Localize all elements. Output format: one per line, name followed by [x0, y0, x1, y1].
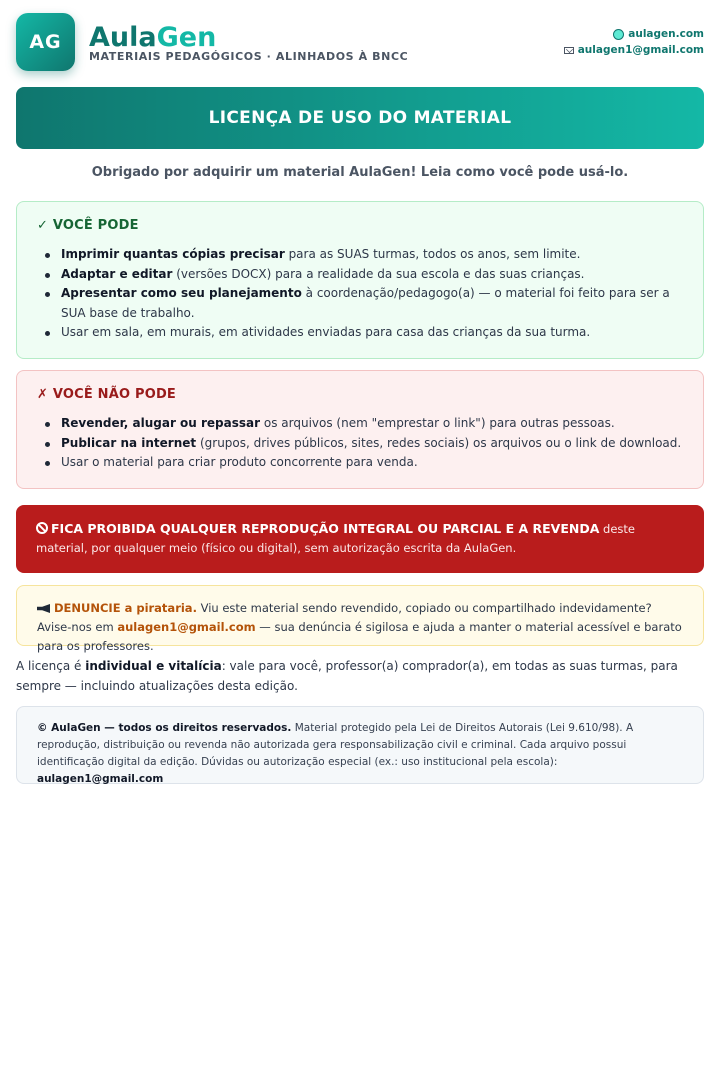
item-bold: Publicar na internet [61, 435, 197, 450]
list-item [37, 284, 683, 323]
item-bold: Adaptar e editar [61, 266, 173, 281]
item-bold: Apresentar como seu planejamento [61, 286, 302, 300]
item-bold: Revender, alugar ou repassar [61, 416, 261, 430]
website-link[interactable]: aulagen.com [628, 28, 704, 40]
item-text: à coordenação/pedagogo(a) — o material foi feito para ser a SUA base de trabalho. [61, 286, 670, 320]
contact-info [564, 26, 704, 58]
intro-text: Obrigado por adquirir um material AulaGen! Leia como você pode usá-lo. [91, 165, 629, 180]
cant-section [16, 370, 704, 489]
report-email-link[interactable]: aulagen1@gmail.com [117, 620, 256, 634]
email-link[interactable]: aulagen1@gmail.com [577, 44, 704, 56]
list-item [37, 265, 683, 285]
license-text-1: A licença é [16, 659, 86, 673]
prohibition-notice [16, 505, 704, 573]
prohibition-bold: FICA PROIBIDA QUALQUER REPRODUÇÃO INTEGRAL OU PARCIAL E A REVENDA [51, 521, 600, 536]
brand-part-gen: Gen [156, 22, 217, 53]
copyright-footer [16, 706, 704, 784]
cant-list [37, 414, 683, 473]
mail-icon [564, 47, 574, 54]
can-section [16, 201, 704, 359]
list-item [37, 453, 683, 473]
email-row [564, 42, 704, 58]
can-title: ✓ VOCÊ PODE [37, 218, 139, 233]
prohibition-text: deste material, por qualquer meio (físico ou digital), sem autorização escrita da AulaGen. [36, 522, 636, 555]
globe-icon [613, 29, 624, 40]
footer-email-link[interactable]: aulagen1@gmail.com [37, 773, 164, 785]
item-text: (grupos, drives públicos, sites, redes sociais) os arquivos ou o link de download. [196, 435, 682, 450]
tagline: MATERIAIS PEDAGÓGICOS · ALINHADOS À BNCC [89, 50, 409, 63]
license-text-2: : vale para você, professor(a) comprador(a), em todas as suas turmas, para sempre — incluindo atualizações desta edição. [16, 659, 678, 693]
license-bold: individual e vitalícia [85, 659, 222, 673]
can-list [37, 245, 683, 343]
cant-title: ✗ VOCÊ NÃO PODE [37, 387, 177, 402]
list-item [37, 434, 683, 454]
brand-part-aula: Aula [89, 22, 157, 53]
list-item [37, 414, 683, 434]
list-item [37, 323, 683, 343]
report-text-1: Viu este material sendo revendido, copiado ou compartilhado indevidamente? Avise-nos em [37, 601, 652, 634]
header [16, 13, 704, 73]
copyright-text: Material protegido pela Lei de Direitos Autorais (Lei 9.610/98). A reprodução, distribuição ou revenda não autorizada gera responsabilização civil e criminal. Cada arquivo possui identificação digital da edição. Dúvidas ou autorização especial (ex.: uso institucional pela escola): [37, 722, 634, 768]
item-text: (versões DOCX) para a realidade da sua escola e das suas crianças. [172, 266, 585, 281]
report-bold: DENUNCIE a pirataria. [54, 601, 197, 615]
megaphone-icon [37, 604, 50, 613]
item-text: Usar o material para criar produto concorrente para venda. [61, 455, 418, 469]
logo: AG [16, 13, 75, 71]
license-terms [16, 657, 704, 696]
item-text: Usar em sala, em murais, em atividades enviadas para casa das crianças da sua turma. [61, 325, 591, 339]
copyright-bold: © AulaGen — todos os direitos reservados. [37, 722, 292, 734]
report-text-2: — sua denúncia é sigilosa e ajuda a manter o material acessível e barato para os professores. [37, 620, 682, 653]
item-bold: Imprimir quantas cópias precisar [61, 247, 285, 261]
list-item [37, 245, 683, 265]
website-row [564, 26, 704, 42]
item-text: os arquivos (nem "emprestar o link") para outras pessoas. [260, 416, 615, 430]
license-banner: LICENÇA DE USO DO MATERIAL [16, 87, 704, 149]
report-piracy-notice [16, 585, 704, 653]
item-text: para as SUAS turmas, todos os anos, sem limite. [284, 247, 581, 261]
prohibited-icon [36, 522, 48, 534]
